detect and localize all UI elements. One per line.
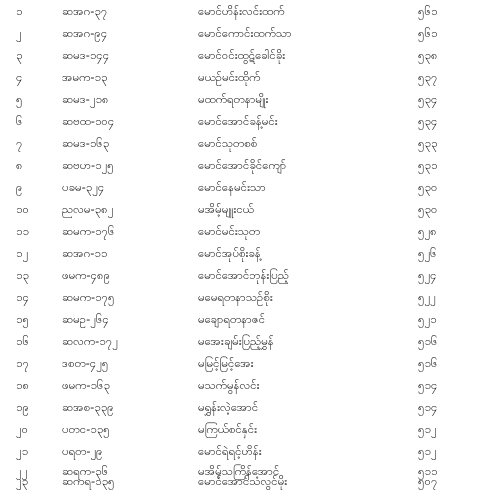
- total-score: ၅၁၄: [418, 400, 438, 414]
- student-name: မမြင့်မြင့်အေး: [198, 356, 254, 370]
- total-score: ၅၁၂: [418, 444, 437, 458]
- roll-number: ဆအဂ-၁၁: [62, 246, 108, 260]
- row-number: ၁၈: [16, 378, 30, 392]
- total-score: ၅၁၄: [418, 378, 438, 392]
- row-number: ၁: [16, 4, 23, 18]
- row-number: ၁၁: [16, 224, 29, 238]
- table-row: [0, 0, 493, 22]
- total-score: ၅၀၇: [418, 474, 438, 488]
- total-score: ၅၁၆: [418, 356, 438, 370]
- total-score: ၅၁၆: [418, 334, 438, 348]
- table-row: [0, 66, 493, 88]
- roll-number: ဆမက-၁၇၅: [62, 290, 115, 304]
- total-score: ၅၃၇: [418, 70, 438, 84]
- row-number: ၈: [16, 158, 23, 172]
- row-number: ၆: [16, 114, 23, 128]
- student-name: မောင်သုတစစ်: [198, 136, 258, 150]
- student-name: မောင်နေမင်းသာ: [198, 180, 266, 194]
- table-row: [0, 396, 493, 418]
- roll-number: ဆအဂ-၃၇: [62, 4, 108, 18]
- total-score: ၅၃၀: [418, 202, 438, 216]
- student-name: မသက်မွန်လင်း: [198, 378, 260, 392]
- total-score: ၅၂၂: [418, 290, 436, 304]
- table-row: [0, 352, 493, 374]
- row-number: ၇: [16, 136, 23, 150]
- roll-number: ဆရက-၃၆: [62, 464, 109, 478]
- row-number: ၁၀: [16, 202, 29, 216]
- student-name: မောင်အောင်ခန့်မင်း: [198, 114, 278, 128]
- student-name: မချောရတနာဇင်: [198, 312, 266, 326]
- row-number: ၂၀: [16, 422, 29, 436]
- student-name: မောင်ဝင်းထွဋ်ခေါင်ခိုး: [198, 48, 286, 62]
- row-number: ၄: [16, 70, 23, 84]
- student-name: မောင်အုပ်စိုးခန့်: [198, 246, 261, 260]
- total-score: ၅၁၂: [418, 422, 437, 436]
- row-number: ၁၉: [16, 400, 29, 414]
- roll-number: ဆအစ-၃၃၉: [62, 400, 114, 414]
- total-score: ၅၂၈: [418, 224, 437, 238]
- table-row: [0, 308, 493, 330]
- student-name: မကြယ်စင်နှင်း: [198, 422, 258, 436]
- row-number: ၁၇: [16, 356, 29, 370]
- table-row: [0, 110, 493, 132]
- table-row: [0, 470, 493, 490]
- row-number: ၁၄: [16, 290, 29, 304]
- student-name: မယဉ်မင်းထိုက်: [198, 70, 261, 84]
- total-score: ၅၃၃: [418, 136, 438, 150]
- roll-number: ဆမဒ-၁၄၄: [62, 48, 110, 62]
- total-score: ၅၃၀: [418, 180, 438, 194]
- row-number: ၃: [16, 48, 23, 62]
- table-row: [0, 330, 493, 352]
- student-name: မအိမ့်သကြိန်အောင်: [198, 464, 280, 478]
- total-score: ၅၂၄: [418, 268, 437, 282]
- student-name: မောင်ရဲရင့်ဟိန်း: [198, 444, 262, 458]
- row-number: ၁၆: [16, 334, 29, 348]
- table-row: [0, 154, 493, 176]
- table-row: [0, 440, 493, 462]
- student-name: မောင်ဟိန်းလင်းထက်: [198, 4, 285, 18]
- roll-number: ဆကရ-၁၃၅: [62, 474, 115, 488]
- student-name: မောင်ကောင်းထက်သာ: [198, 26, 292, 40]
- total-score: ၅၃၄: [418, 114, 438, 128]
- roll-number: ပရတ-၂၉: [62, 444, 103, 458]
- table-row: [0, 44, 493, 66]
- table-row: [0, 88, 493, 110]
- roll-number: ဆဗဟ-၁၂၅: [62, 158, 114, 172]
- roll-number: ဆမဒ-၁၆၃: [62, 136, 110, 150]
- table-row: [0, 374, 493, 396]
- roll-number: ပခမ-၃၂၄: [62, 180, 105, 194]
- roll-number: အမက-၁၃: [62, 70, 108, 84]
- student-name: မောင်အောင်ဘုန်းပြည့်: [198, 268, 289, 282]
- table-row: [0, 220, 493, 242]
- row-number: ၂၂: [16, 464, 28, 478]
- total-score: ၅၆၁: [418, 4, 438, 18]
- roll-number: ဆမဥ-၂၆၄: [62, 312, 109, 326]
- roll-number: ညလမ-၃၈၂: [62, 202, 114, 216]
- roll-number: ဖမက-၄၈၉: [62, 268, 111, 282]
- total-score: ၅၃၄: [418, 92, 438, 106]
- student-name: မအိမ့်မျူးငယ်: [198, 202, 254, 216]
- table-row: [0, 132, 493, 154]
- row-number: ၂၃: [16, 474, 29, 488]
- roll-number: ဒစတ-၄၂၅: [62, 356, 109, 370]
- student-name: မထက်ရတနာမျိုး: [198, 92, 269, 106]
- total-score: ၅၆၁: [418, 26, 438, 40]
- student-name: မရွှန်းလဲ့အောင်: [198, 400, 259, 414]
- roll-number: ဆဗထ-၁၀၄: [62, 114, 115, 128]
- total-score: ၅၃၁: [418, 158, 438, 172]
- student-name: မောင်အောင်ခိုင်ကျော်: [198, 158, 287, 172]
- total-score: ၅၃၈: [418, 48, 438, 62]
- roll-number: ပတင-၁၃၅: [62, 422, 110, 436]
- roll-number: ဖမက-၁၆၃: [62, 378, 110, 392]
- roll-number: ဆအဂ-၉၄: [62, 26, 108, 40]
- row-number: ၁၂: [16, 246, 29, 260]
- roll-number: ဆမဒ-၂၁၈: [62, 92, 109, 106]
- roll-number: ဆလက-၁၇၂: [62, 334, 118, 348]
- total-score: ၅၂၆: [418, 246, 437, 260]
- table-row: [0, 242, 493, 264]
- row-number: ၂: [16, 26, 22, 40]
- total-score: ၅၂၁: [418, 312, 437, 326]
- student-name: မအေးချမ်းပြည့်မွှန်: [198, 334, 274, 348]
- row-number: ၁၅: [16, 312, 29, 326]
- total-score: ၅၁၁: [418, 464, 438, 478]
- table-row: [0, 22, 493, 44]
- row-number: ၁၃: [16, 268, 29, 282]
- table-row: [0, 176, 493, 198]
- roll-number: ဆမက-၁၇၆: [62, 224, 115, 238]
- row-number: ၉: [16, 180, 23, 194]
- table-row: [0, 198, 493, 220]
- row-number: ၅: [16, 92, 23, 106]
- student-name: မမေရတနာသဉ်စိုး: [198, 290, 273, 304]
- student-name: မောင်မင်းသုတ: [198, 224, 261, 238]
- row-number: ၂၁: [16, 444, 29, 458]
- table-row: [0, 286, 493, 308]
- student-name: မောင်အောင်သံလွင်မိုး: [198, 474, 288, 488]
- table-row: [0, 264, 493, 286]
- table-row: [0, 418, 493, 440]
